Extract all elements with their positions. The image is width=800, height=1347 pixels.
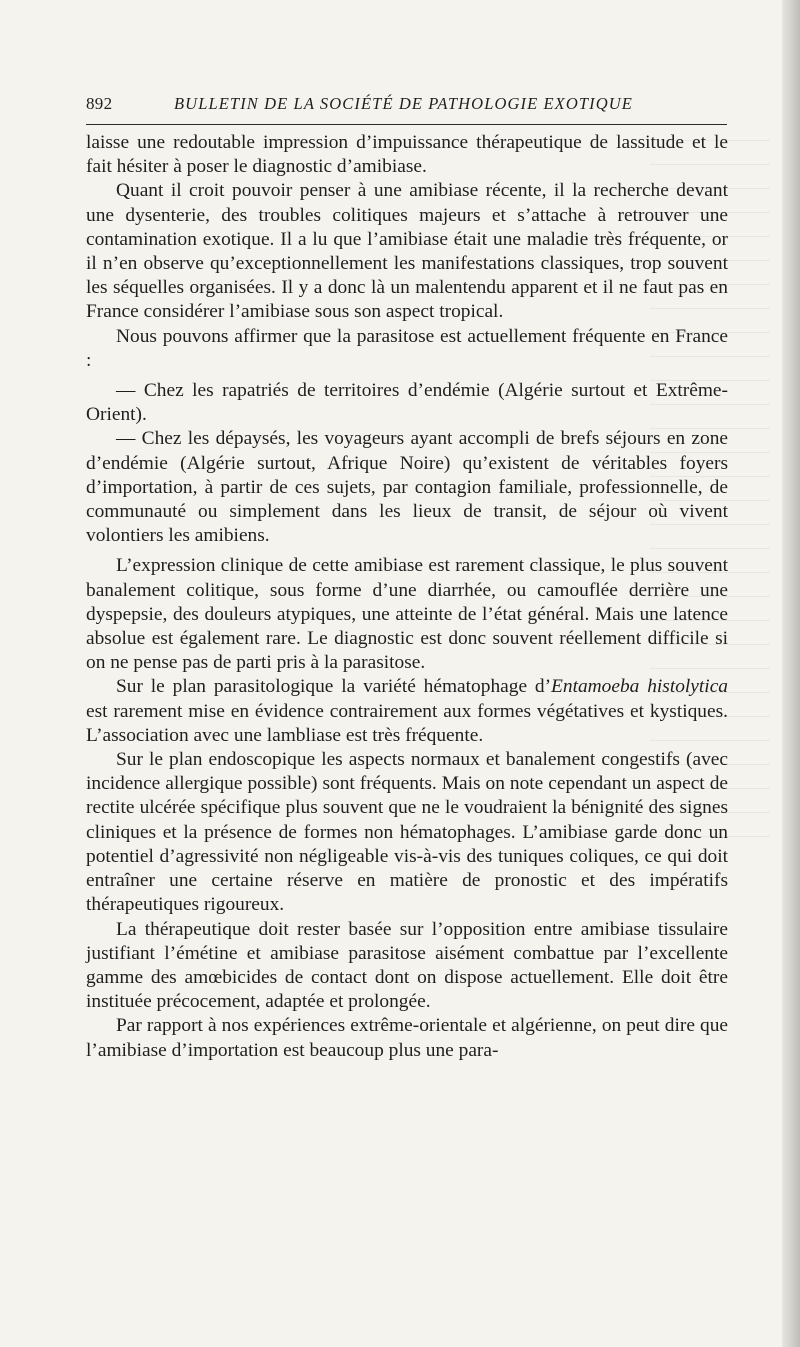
page-number: 892 [86, 94, 113, 113]
paragraph-species [86, 675, 728, 748]
running-header [86, 92, 726, 118]
paragraph: laisse une redoutable impression d’impuissance thérapeutique de lassitude et le fait hésiter à poser le diagnostic d’amibiase. [86, 132, 728, 178]
paragraph: L’expression clinique de cette amibiase est rarement classique, le plus souvent banalement colitique, sous forme d’une diarrhée, ou camouflée derrière une dyspepsie, des douleurs atypiques, une atteinte de l’état général. Mais une latence absolue est également rare. Le diagnostic est donc souvent réellement difficile si on ne pense pas de parti pris à la parasitose. [86, 555, 728, 674]
paragraph: Nous pouvons affirmer que la parasitose est actuellement fréquente en France : [86, 325, 728, 371]
paragraph: Par rapport à nos expériences extrême-orientale et algérienne, on peut dire que l’amibiase d’importation est beaucoup plus une para- [86, 1015, 728, 1061]
list-item: — Chez les dépaysés, les voyageurs ayant accompli de brefs séjours en zone d’endémie (Algérie surtout, Afrique Noire) qu’existent de véritables foyers d’importation, à partir de ces sujets, par contagion familiale, professionnelle, de communauté ou simplement dans les lieux de transit, de séjour où vivent volontiers les amibiens. [86, 428, 728, 547]
paragraph: La thérapeutique doit rester basée sur l’opposition entre amibiase tissulaire justifiant l’émétine et amibiase parasitose aisément combattue par l’excellente gamme des amœbicides de contact dont on dispose actuellement. Elle doit être instituée précocement, adaptée et prolongée. [86, 918, 728, 1013]
page-edge-shadow [782, 0, 800, 1347]
species-text-before: Sur le plan parasitologique la variété hématophage d’ [116, 676, 552, 698]
header-rule [86, 124, 727, 125]
paragraph: Sur le plan endoscopique les aspects normaux et banalement congestifs (avec incidence allergique possible) sont fréquents. Mais on note cependant un aspect de rectite ulcérée spécifique plus souvent que ne le voudraient la bénignité des signes cliniques et la présence de formes non hématophages. L’amibiase garde donc un potentiel d’agressivité non négligeable vis-à-vis des tuniques coliques, ce qui doit entraîner une certaine réserve en matière de pronostic et des impératifs thérapeutiques rigoureux. [86, 749, 728, 916]
species-text-after: est rarement mise en évidence contrairement aux formes végétatives et kystiques. L’association avec une lambliase est très fréquente. [86, 700, 728, 746]
list-item: — Chez les rapatriés de territoires d’endémie (Algérie surtout et Extrême-Orient). [86, 380, 728, 426]
species-name: Entamoeba histolytica [551, 676, 728, 698]
running-head-title: BULLETIN DE LA SOCIÉTÉ DE PATHOLOGIE EXOTIQUE [174, 94, 633, 113]
article-body [86, 131, 728, 1063]
paragraph: Quant il croit pouvoir penser à une amibiase récente, il la recherche devant une dysenterie, des troubles colitiques majeurs et s’attache à retrouver une contamination exotique. Il a lu que l’amibiase était une maladie très fréquente, or il n’en observe qu’exceptionnellement les manifestations classiques, trop souvent les séquelles organisées. Il y a donc là un malentendu apparent et il ne faut pas en France considérer l’amibiase sous son aspect tropical. [86, 180, 728, 323]
